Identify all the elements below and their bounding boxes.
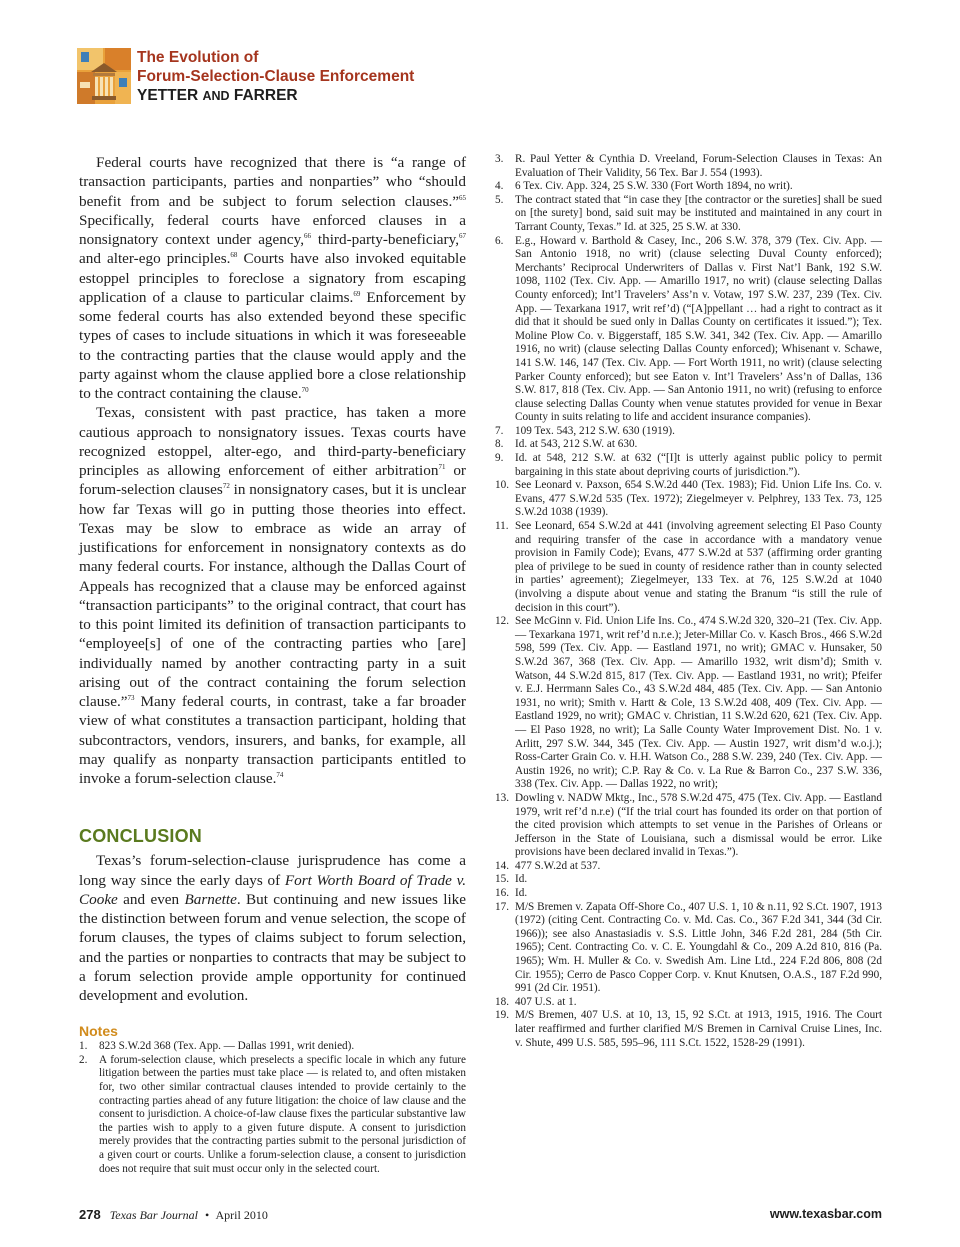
footnote (79, 1040, 466, 1054)
footnote-text: M/S Bremen, 407 U.S. at 10, 13, 15, 92 S.Ct. at 1913, 1915, 1916. The Court later reaffirmed and further clarified M/S Bremen in Carnival Cruise Lines, Inc. v. Shute, 499 U.S. 585, 595–96, 111 S.Ct. 1522, 1528-29 (1991). (515, 1009, 882, 1049)
notes-list-right (495, 153, 882, 1050)
footnote-number: 6. (495, 234, 504, 247)
footnote-text: 407 U.S. at 1. (515, 995, 577, 1008)
footnote (495, 153, 882, 180)
author-1: YETTER (137, 87, 199, 104)
case-name: Fort Worth Board of Trade v. Cooke (79, 871, 466, 908)
footnote-ref: 65 (459, 193, 466, 202)
footnote-text: A forum-selection clause, which preselects a specific locale in which any future litigation between the parties must take place — is related to, and often mistaken for, two other similar contractual clauses intended to provide certainly to the contracting parties ahead of any future litigation: the choice of law clause and the consent to jurisdiction. A choice-of-law clause fixes the particular substantive law the parties wish to apply to a given future dispute. A consent to jurisdiction merely provides that the contracting parties submit to the personal jurisdiction of a given court or courts. Unlike a forum-selection clause, a consent to jurisdiction does not require that suit must occur only in the selected court. (99, 1053, 466, 1175)
footnote (495, 180, 882, 194)
footnote (495, 1009, 882, 1050)
footnote-number: 14. (495, 859, 509, 872)
author-connector: AND (202, 89, 230, 103)
footnote (495, 425, 882, 439)
footnote (495, 520, 882, 615)
journal-name: Texas Bar Journal (109, 1208, 198, 1222)
footnote-number: 13. (495, 791, 509, 804)
title-line-1: The Evolution of (137, 49, 259, 66)
courthouse-collage-icon (77, 48, 131, 104)
article-header (77, 46, 497, 108)
footnote-number: 11. (495, 520, 509, 533)
footnote-number: 12. (495, 615, 509, 628)
footnote (495, 615, 882, 792)
footnote-number: 2. (79, 1053, 88, 1066)
footnote (495, 792, 882, 860)
footnote (495, 860, 882, 874)
footnote-number: 3. (495, 153, 504, 165)
footnote-number: 5. (495, 193, 504, 206)
article-title (137, 48, 414, 106)
footnote (495, 873, 882, 887)
footnote-text: Id. (515, 873, 528, 886)
footnote-text: 6 Tex. Civ. App. 324, 25 S.W. 330 (Fort Worth 1894, no writ). (515, 180, 793, 193)
website-link[interactable]: www.texasbar.com (769, 1207, 882, 1221)
footnote-ref: 69 (353, 289, 361, 298)
conclusion-paragraph: Texas’s forum-selection-clause jurisprudence has come a long way since the early days of Fort Worth Board of Trade v. Cooke and even Barnette. But continuing and new issues like the distinction between forum and venue selection, the scope of forum clauses, the types of claims subject to forum selection, and the parties or nonparties to contracts that may be subject to a forum selection provide ample opportunity for continued development and evolution. (79, 852, 466, 1004)
footnote-number: 7. (495, 424, 504, 437)
footnote-text: Id. at 543, 212 S.W. at 630. (515, 438, 638, 451)
footnote-text: See Leonard v. Paxson, 654 S.W.2d 440 (Tex. 1983); Fid. Union Life Ins. Co. v. Evans, 477 S.W.2d 535 (Tex. 1972); Ziegelmeyer v. Pelphrey, 133 Tex. 73, 125 S.W.2d 1038 (1939). (515, 479, 882, 519)
footnote-number: 1. (79, 1040, 88, 1053)
footer-separator: • (204, 1208, 210, 1222)
author-names (137, 86, 414, 106)
footnote (495, 194, 882, 235)
footnote-text: R. Paul Yetter & Cynthia D. Vreeland, Forum-Selection Clauses in Texas: An Evaluation of Their Validity, 56 Tex. Bar J. 554 (1993). (515, 153, 882, 179)
page-number: 278 (79, 1207, 101, 1222)
footnote-number: 17. (495, 900, 509, 913)
author-2: FARRER (233, 87, 298, 104)
notes-heading: Notes (79, 1023, 118, 1040)
right-column (495, 153, 882, 1050)
footnote-number: 9. (495, 452, 504, 465)
left-column (79, 153, 466, 1176)
body-paragraph-2: Texas, consistent with past practice, has taken a more cautious approach to nonsignatory issues. Texas courts have recognized estoppel, alter-ego, and third-party-beneficiary principles as allowing enforcement of either arbitration$^{71}$ or forum-selection clauses$^{72}$ in nonsignatory cases, but it is unclear how far Texas will go in putting those theories into effect. Texas may be slow to embrace as wide an array of justifications for enforcement in nonsignatory contexts as do many federal courts. For instance, although the Dallas Court of Appeals has recognized that a clause may be enforced against “transaction participants” to the original contract, that court has to this point limited its definition of transaction participants to “employee[s] of one of the contracting parties who [are] individually named by another contracting party in a suit arising out of the contract containing the forum selection clause.”$^{73}$ Many federal courts, in contrast, take a far broader view of what constitutes a transaction participant, holding that subcontractors, vendors, insurers, and banks, for example, all may qualify as nonparty transaction participants entitled to invoke a forum-selection clause.$^{74}$ (79, 404, 467, 787)
footnote-number: 10. (495, 479, 509, 492)
footnote-text: M/S Bremen v. Zapata Off-Shore Co., 407 U.S. 1, 10 & n.11, 92 S.Ct. 1907, 1913 (1972) (citing Cent. Contracting Co. v. Md. Cas. Co., 367 F.2d 341, 344 (3d Cir. 1966)); see also Anastasiadis v. S.S. Little John, 346 F.2d 281, 284 (5th Cir. 1965); Cent. Contracting Co. v. C. E. Youngdahl & Co., 209 A.2d 810, 816 (Pa. 1965); Wm. H. Muller & Co. v. Swedish Am. Line Ltd., 224 F.2d 806, 808 (2d Cir. 1955); Cerro de Pasco Copper Corp. v. Knut Knutsen, O.A.S., 187 F.2d 990, 991 (2d Cir. 1951). (515, 900, 882, 995)
footnote (495, 452, 882, 479)
conclusion-heading: CONCLUSION (79, 826, 202, 847)
footnote-text: See McGinn v. Fid. Union Life Ins. Co., 474 S.W.2d 320, 320–21 (Tex. Civ. App. — Texarkana 1971, writ ref’d n.r.e.); Jeter-Millar Co. v. Kasch Bros., 466 S.W.2d 598, 599 (Tex. Civ. App. — Eastland 1971, no writ); GMAC v. Hunsaker, 50 S.W.2d 367, 368 (Tex. Civ. App. — Amarillo 1932, writ dism’d); Smith v. Watson, 44 S.W.2d 815, 817 (Tex. Civ. App. — Eastland 1931, no writ); Pfeifer v. E.J. Herrmann Sales Co., 43 S.W.2d 484, 485 (Tex. Civ. App. — San Antonio 1931, no writ); Smith v. Hartt & Cole, 13 S.W.2d 408, 409 (Tex. Civ. App. — Eastland 1929, no writ); GMAC v. Christian, 11 S.W.2d 620, 621 (Tex. Civ. App. — El Paso 1928, no writ); La Salle County Water Improvement Dist. No. 1 v. Arlitt, 297 S.W. 344, 345 (Tex. Civ. App. — Austin 1927, writ dism’d w.o.j.); Ross-Carter Grain Co. v. H.H. Watson Co., 288 S.W. 239, 240 (Tex. Civ. App. — Austin 1926, no writ); C.P. Ray & Co. v. La Rue & Barron Co., 237 S.W. 336, 338 (Tex. Civ. App. — Dallas 1922, no writ); (515, 615, 882, 791)
title-line-2: Forum-Selection-Clause Enforcement (137, 68, 415, 85)
footnote-ref: 71 (438, 463, 446, 471)
footnote-ref: 70 (301, 386, 309, 394)
footnote (495, 996, 882, 1010)
footnote (495, 887, 882, 901)
footnote-ref: 74 (276, 771, 284, 779)
footnote-ref: 72 (222, 482, 230, 491)
footnote-text: See Leonard, 654 S.W.2d at 441 (involving agreement selecting El Paso County and requiring transfer of the case in accordance with a mandatory venue provision in Family Code); Evans, 477 S.W.2d at 537 (affirming order granting plea of privilege to be sued in county of residence rather than in county selected in parties’ agreement); Ziegelmeyer, 133 Tex. at 76, 125 S.W.2d at 1040 (involving a dispute about venue and stating the Branum “is still the rule of decision in this court”). (515, 520, 882, 614)
footnote-ref: 73 (127, 694, 135, 702)
case-name: Barnette (184, 890, 237, 908)
footnote (495, 479, 882, 520)
footnote (495, 235, 882, 425)
footnote-text: 823 S.W.2d 368 (Tex. App. — Dallas 1991, writ denied). (99, 1040, 355, 1053)
footnote-ref: 67 (459, 232, 466, 240)
footnote-ref: 68 (230, 251, 238, 260)
footnote (495, 901, 882, 996)
footnote (79, 1054, 466, 1176)
body-paragraph-1: Federal courts have recognized that there is “a range of transaction participants, parties and nonparties” who “should benefit from and be subject to forum selection clauses.”$^{65}$ Specifically, federal courts have enforced clauses in a nonsignatory context under agency,$^{66}$ third-party-beneficiary,$^{67}$ and alter-ego principles.$^{68}$ Courts have also invoked equitable estoppel principles to foreclose a signatory from escaping application of a clause to particular claims.$^{69}$ Enforcement by some federal courts has also extended beyond these specific types of cases to include situations in which it was foreseeable to the contracting parties that the clause would apply and the party against whom the clause applied bore a close relationship to the contract containing the clause.$^{70}$ (79, 154, 466, 402)
footnote-text: Dowling v. NADW Mktg., Inc., 578 S.W.2d 475, 475 (Tex. Civ. App. — Eastland 1979, writ ref’d n.r.e) (“If the trial court has founded its order on that portion of the cited provision which attempts to set venue in the Parishes of Orleans or Jefferson in the State of Louisiana, such a dismissal would be error. Like provisions have been declared invalid in Texas.”). (515, 791, 882, 859)
page-footer (79, 1207, 882, 1225)
footnote-text: E.g., Howard v. Barthold & Casey, Inc., 206 S.W. 378, 379 (Tex. Civ. App. — San Antonio 1918, no writ) (clause selecting Duval County enforced); Merchants’ Reciprocal Underwriters of Dallas v. First Nat’l Bank, 192 S.W. 1098, 1102 (Tex. Civ. App. — Amarillo 1917, no writ) (clause selecting Dallas County enforced); Int’l Travelers’ Ass’n v. Votaw, 197 S.W. 237, 239 (Tex. Civ. App. — Texarkana 1917, writ ref’d) (“[A]ppellant … had a right to contract as it did that it should be sued only in Dallas County on certificates it issued.”); Tex. Moline Plow Co. v. Biggerstaff, 185 S.W. 341, 342 (Tex. Civ. App. — Amarillo 1916, no writ) (clause selecting Dallas County enforced); Whisenant v. Schawe, 141 S.W. 146, 147 (Tex. Civ. App. — Fort Worth 1911, no writ) (clause selecting Parker County enforced); but see Eaton v. Int’l Travelers’ Ass’n of Dallas, 136 S.W. 817, 818 (Tex. Civ. App. — San Antonio 1911, no writ) (refusing to enforce clause selecting Dallas County when venue statutes provided for venue in Bexar County in suits relating to life and accident insurance companies). (515, 234, 882, 424)
footnote-ref: 66 (304, 232, 312, 240)
footnote-number: 8. (495, 438, 504, 451)
footnote-number: 4. (495, 180, 504, 193)
footnote-text: Id. (515, 887, 528, 900)
footnote-number: 18. (495, 995, 509, 1008)
footnote-number: 19. (495, 1009, 509, 1022)
footnote-number: 16. (495, 887, 509, 900)
footnote-number: 15. (495, 873, 509, 886)
issue-date: April 2010 (215, 1208, 268, 1222)
footnote (495, 438, 882, 452)
notes-list-left (79, 1040, 466, 1176)
footnote-text: The contract stated that “in case they [the contractor or the sureties] shall be sued on [the surety] bond, said suit may be instituted and maintained in any court in Tarrant County, Texas.” Id. at 325, 25 S.W. at 330. (515, 193, 882, 233)
footnote-text: 477 S.W.2d at 537. (515, 859, 601, 872)
footnote-text: Id. at 548, 212 S.W. at 632 (“[I]t is utterly against public policy to permit bargaining in this state about depriving courts of jurisdiction.”). (515, 452, 882, 478)
footnote-text: 109 Tex. 543, 212 S.W. 630 (1919). (515, 424, 675, 437)
